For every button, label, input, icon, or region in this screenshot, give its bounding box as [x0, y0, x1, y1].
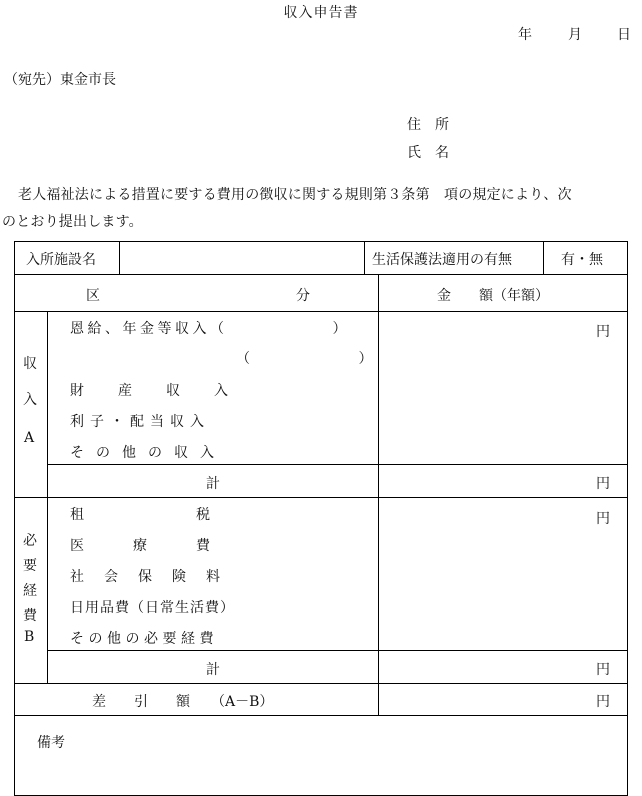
intro-text-line-1: 老人福祉法による措置に要する費用の徴収に関する規則第３条第 項の規定により、次 — [18, 187, 572, 203]
header-category-right: 分 — [296, 288, 310, 304]
expense-total-yen: 円 — [596, 662, 610, 678]
intro-text-line-2: のとおり提出します。 — [2, 214, 143, 230]
income-total-label: 計 — [206, 476, 220, 492]
header-amount: 金 額（年額） — [437, 288, 549, 304]
divider — [119, 241, 120, 274]
divider — [14, 311, 628, 312]
date-month-label: 月 — [568, 27, 582, 43]
divider — [47, 311, 48, 497]
expense-side-label-1: 必 — [23, 533, 37, 549]
divider — [14, 497, 628, 498]
income-item-interest: 利子・配当収入 — [70, 414, 210, 430]
divider — [14, 715, 628, 716]
divider — [543, 241, 544, 274]
table-border-left — [14, 241, 15, 796]
welfare-yes-no[interactable]: 有・無 — [561, 252, 603, 268]
date-year-label: 年 — [518, 27, 532, 43]
divider — [364, 241, 365, 274]
expense-item-insurance: 社 会 保 険 料 — [70, 569, 223, 585]
expense-side-label-4: 費 — [23, 608, 37, 624]
divider — [47, 497, 48, 683]
amount-column-divider — [378, 274, 379, 715]
income-item-pension: 恩給、年金等収入（ ） — [70, 321, 350, 337]
expense-side-label-2: 要 — [23, 558, 37, 574]
expense-side-label-5: B — [24, 629, 35, 645]
expense-item-daily-goods: 日用品費（日常生活費） — [70, 600, 235, 616]
income-item-other-pension: （ ） — [236, 351, 376, 367]
address-label: 住 所 — [407, 117, 449, 133]
divider — [14, 274, 628, 275]
addressee: （宛先）東金市長 — [4, 72, 116, 88]
income-item-other: その他の収入 — [70, 445, 226, 461]
welfare-applicable-label: 生活保護法適用の有無 — [372, 252, 512, 268]
income-total-yen: 円 — [596, 476, 610, 492]
name-label: 氏 名 — [407, 145, 449, 161]
expense-total-label: 計 — [206, 662, 220, 678]
divider — [47, 650, 628, 651]
document-title: 収入申告書 — [283, 5, 359, 21]
remarks-label: 備考 — [37, 735, 65, 751]
facility-name-field[interactable] — [124, 244, 360, 271]
income-yen: 円 — [596, 324, 610, 340]
date-day-label: 日 — [617, 27, 631, 43]
income-side-label-3: A — [24, 430, 35, 446]
expense-item-tax: 租 税 — [70, 507, 217, 523]
income-item-property: 財 産 収 入 — [70, 383, 238, 399]
difference-yen: 円 — [596, 694, 610, 710]
expense-side-label-3: 経 — [23, 583, 37, 599]
expense-item-other: その他の必要経費 — [70, 631, 218, 647]
facility-name-label: 入所施設名 — [26, 252, 96, 268]
divider — [47, 464, 628, 465]
income-side-label-1: 収 — [23, 356, 37, 372]
table-border-top — [14, 241, 628, 242]
header-category-left: 区 — [86, 288, 100, 304]
expense-yen: 円 — [596, 511, 610, 527]
income-side-label-2: 入 — [23, 392, 37, 408]
divider — [14, 683, 628, 684]
difference-label: 差 引 額 （A－B） — [92, 694, 274, 710]
table-border-right — [627, 241, 628, 796]
expense-item-medical: 医 療 費 — [70, 538, 217, 554]
